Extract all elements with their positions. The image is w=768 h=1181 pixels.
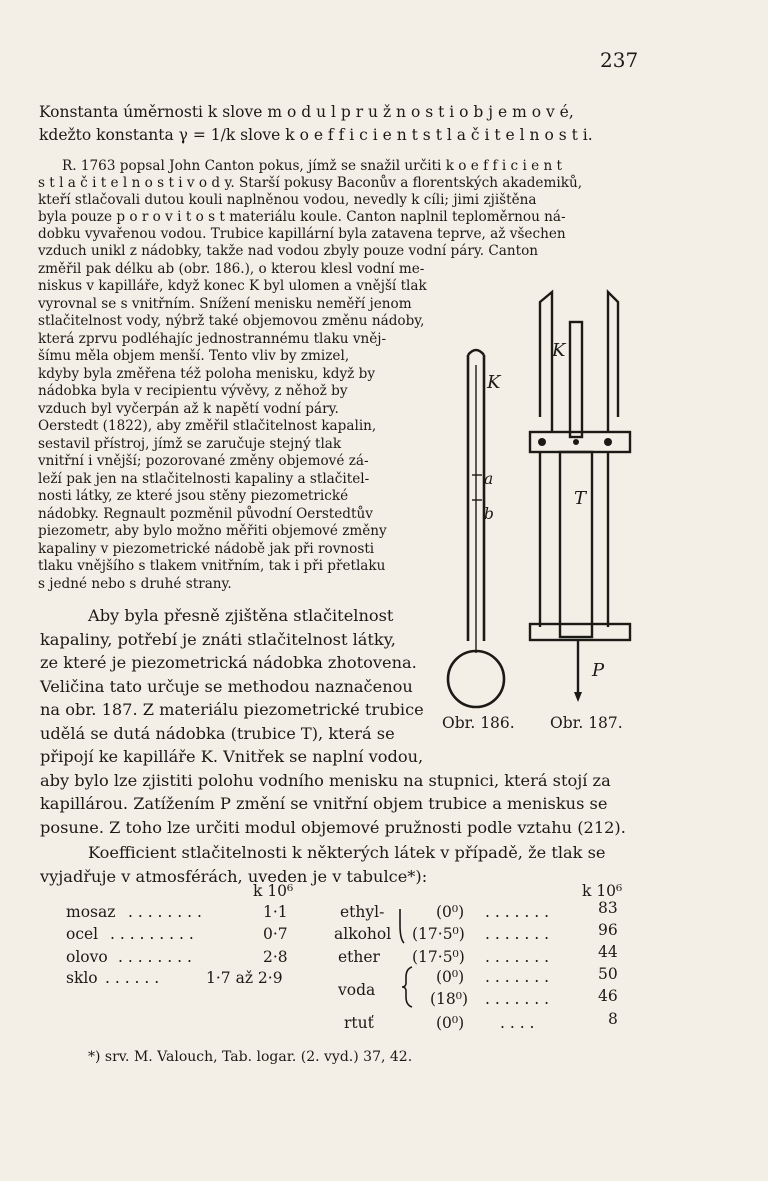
intro-line: Konstanta úměrnosti k slove m o d u l p r u ž n o s t i o b j e m o v é,: [39, 103, 574, 121]
solid-name: olovo: [66, 948, 108, 966]
fig186-label-k: K: [487, 372, 501, 393]
canton-line: tlaku vnějšího s tlakem vnitřním, tak i při přetlaku: [38, 558, 386, 574]
method-line: kapaliny, potřebí je znáti stlačitelnost látky,: [40, 630, 396, 649]
solid-dots: . . . . . .: [105, 969, 160, 987]
canton-line: s jedné nebo s druhé strany.: [38, 576, 232, 592]
liquid-name: ether: [338, 948, 380, 966]
canton-line: s t l a č i t e l n o s t i v o d y. Starší pokusy Baconův a florentských akademiků,: [38, 175, 583, 191]
liquid-name: ethyl-: [340, 903, 385, 921]
liquid-temp: (0⁰): [436, 968, 465, 986]
solid-value: 0·7: [263, 925, 288, 943]
solid-name: sklo: [66, 969, 98, 987]
canton-line: nádobka byla v recipientu vývěvy, z něhož by: [38, 383, 348, 399]
fig187-label-k: K: [552, 340, 566, 361]
canton-line: Oerstedt (1822), aby změřil stlačitelnost kapalin,: [38, 418, 377, 434]
solid-value: 1·7 až 2·9: [206, 969, 283, 987]
canton-line: šímu měla objem menší. Tento vliv by zmizel,: [38, 348, 350, 364]
liquid-temp: (17·5⁰): [412, 925, 465, 943]
liquid-name: alkohol: [334, 925, 392, 943]
canton-line: kapaliny v piezometrické nádobě jak při rovnosti: [38, 541, 375, 557]
liquid-name: voda: [338, 981, 376, 999]
liquid-temp: (18⁰): [430, 990, 469, 1008]
canton-line: leží pak jen na stlačitelnosti kapaliny a stlačitel-: [38, 471, 370, 487]
fig186-label-a: a: [484, 470, 494, 488]
canton-line: dobku vyvařenou vodou. Trubice kapillární byla zatavena teprve, až všechen: [38, 226, 566, 242]
figure-186: [440, 335, 530, 715]
solid-name: ocel: [66, 925, 99, 943]
fig186-label-b: b: [484, 505, 494, 523]
method-line: připojí ke kapilláře K. Vnitřek se naplní vodou,: [40, 747, 424, 766]
table-header-left: k 10⁶: [253, 882, 294, 900]
footnote: *) srv. M. Valouch, Tab. logar. (2. vyd.) 37, 42.: [88, 1049, 413, 1065]
liquid-dots: . . . . . . .: [485, 948, 550, 966]
liquid-dots: . . . . . . .: [485, 925, 550, 943]
liquid-temp: (0⁰): [436, 903, 465, 921]
liquid-value: 8: [608, 1010, 618, 1028]
canton-line: kdyby byla změřena též poloha menisku, když by: [38, 366, 376, 382]
canton-line: niskus v kapilláře, když konec K byl ulomen a vnější tlak: [38, 278, 427, 294]
solid-value: 1·1: [263, 903, 288, 921]
brace-ethyl-alkohol: [396, 905, 412, 945]
canton-line: vzduch byl vyčerpán až k napětí vodní páry.: [38, 401, 339, 417]
fig187-label-t: T: [574, 488, 587, 509]
liquid-value: 96: [598, 921, 618, 939]
solid-dots: . . . . . . . . .: [110, 925, 194, 943]
solid-value: 2·8: [263, 948, 288, 966]
method-line: posune. Z toho lze určiti modul objemové pružnosti podle vztahu (212).: [40, 818, 626, 837]
liquid-dots: . . . .: [500, 1014, 535, 1032]
method-line: kapillárou. Zatížením P změní se vnitřní objem trubice a meniskus se: [40, 794, 608, 813]
liquid-value: 46: [598, 987, 618, 1005]
page-number: 237: [600, 48, 639, 72]
solid-dots: . . . . . . . .: [118, 948, 192, 966]
canton-line: stlačitelnost vody, nýbrž také objemovou změnu nádoby,: [38, 313, 425, 329]
solid-dots: . . . . . . . .: [128, 903, 202, 921]
canton-line: změřil pak délku ab (obr. 186.), o kterou klesl vodní me-: [38, 261, 425, 277]
method-line: ze které je piezometrická nádobka zhotovena.: [40, 653, 417, 672]
fig186-caption: Obr. 186.: [442, 714, 515, 732]
liquid-value: 44: [598, 943, 618, 961]
method-line: udělá se dutá nádobka (trubice T), která se: [40, 724, 395, 743]
method-line: na obr. 187. Z materiálu piezometrické trubice: [40, 700, 424, 719]
liquid-value: 50: [598, 965, 618, 983]
solid-name: mosaz: [66, 903, 116, 921]
fig187-label-p: P: [592, 660, 605, 681]
method-line: aby bylo lze zjistiti polohu vodního menisku na stupnici, která stojí za: [40, 771, 611, 790]
liquid-name: rtuť: [344, 1014, 374, 1032]
canton-line: která zprvu podléhajíc jednostrannému tlaku vněj-: [38, 331, 387, 347]
canton-line: sestavil přístroj, jímž se zaručuje stejný tlak: [38, 436, 342, 452]
canton-line: nosti látky, ze které jsou stěny piezometrické: [38, 488, 349, 504]
liquid-dots: . . . . . . .: [485, 990, 550, 1008]
canton-line: nádobky. Regnault pozměnil původní Oerstedtův: [38, 506, 373, 522]
intro-line: kdežto konstanta γ = 1/k slove k o e f f i c i e n t s t l a č i t e l n o s t i.: [39, 126, 593, 144]
liquid-value: 83: [598, 899, 618, 917]
table-intro-line: vyjadřuje v atmosférách, uveden je v tabulce*):: [40, 867, 428, 886]
table-header-right: k 10⁶: [582, 882, 623, 900]
canton-line: byla pouze p o r o v i t o s t materiálu koule. Canton naplnil teploměrnou ná-: [38, 209, 566, 225]
canton-line: vyrovnal se s vnitřním. Snížení menisku neměří jenom: [38, 296, 412, 312]
canton-line: piezometr, aby bylo možno měřiti objemové změny: [38, 523, 387, 539]
table-intro-line: Koefficient stlačitelnosti k některých látek v případě, že tlak se: [88, 843, 606, 862]
method-line: Aby byla přesně zjištěna stlačitelnost: [88, 606, 394, 625]
canton-line: R. 1763 popsal John Canton pokus, jímž se snažil určiti k o e f f i c i e n t: [62, 158, 563, 174]
brace-voda: [400, 965, 416, 1009]
liquid-dots: . . . . . . .: [485, 903, 550, 921]
method-line: Veličina tato určuje se methodou naznačenou: [40, 677, 413, 696]
canton-line: vnitřní i vnější; pozorované změny objemové zá-: [38, 453, 369, 469]
canton-line: vzduch unikl z nádobky, takže nad vodou zbyly pouze vodní páry. Canton: [38, 243, 539, 259]
liquid-temp: (0⁰): [436, 1014, 465, 1032]
fig187-caption: Obr. 187.: [550, 714, 623, 732]
canton-line: kteří stlačovali dutou kouli naplněnou vodou, nevedly k cíli; jimi zjištěna: [38, 192, 537, 208]
liquid-temp: (17·5⁰): [412, 948, 465, 966]
liquid-dots: . . . . . . .: [485, 968, 550, 986]
